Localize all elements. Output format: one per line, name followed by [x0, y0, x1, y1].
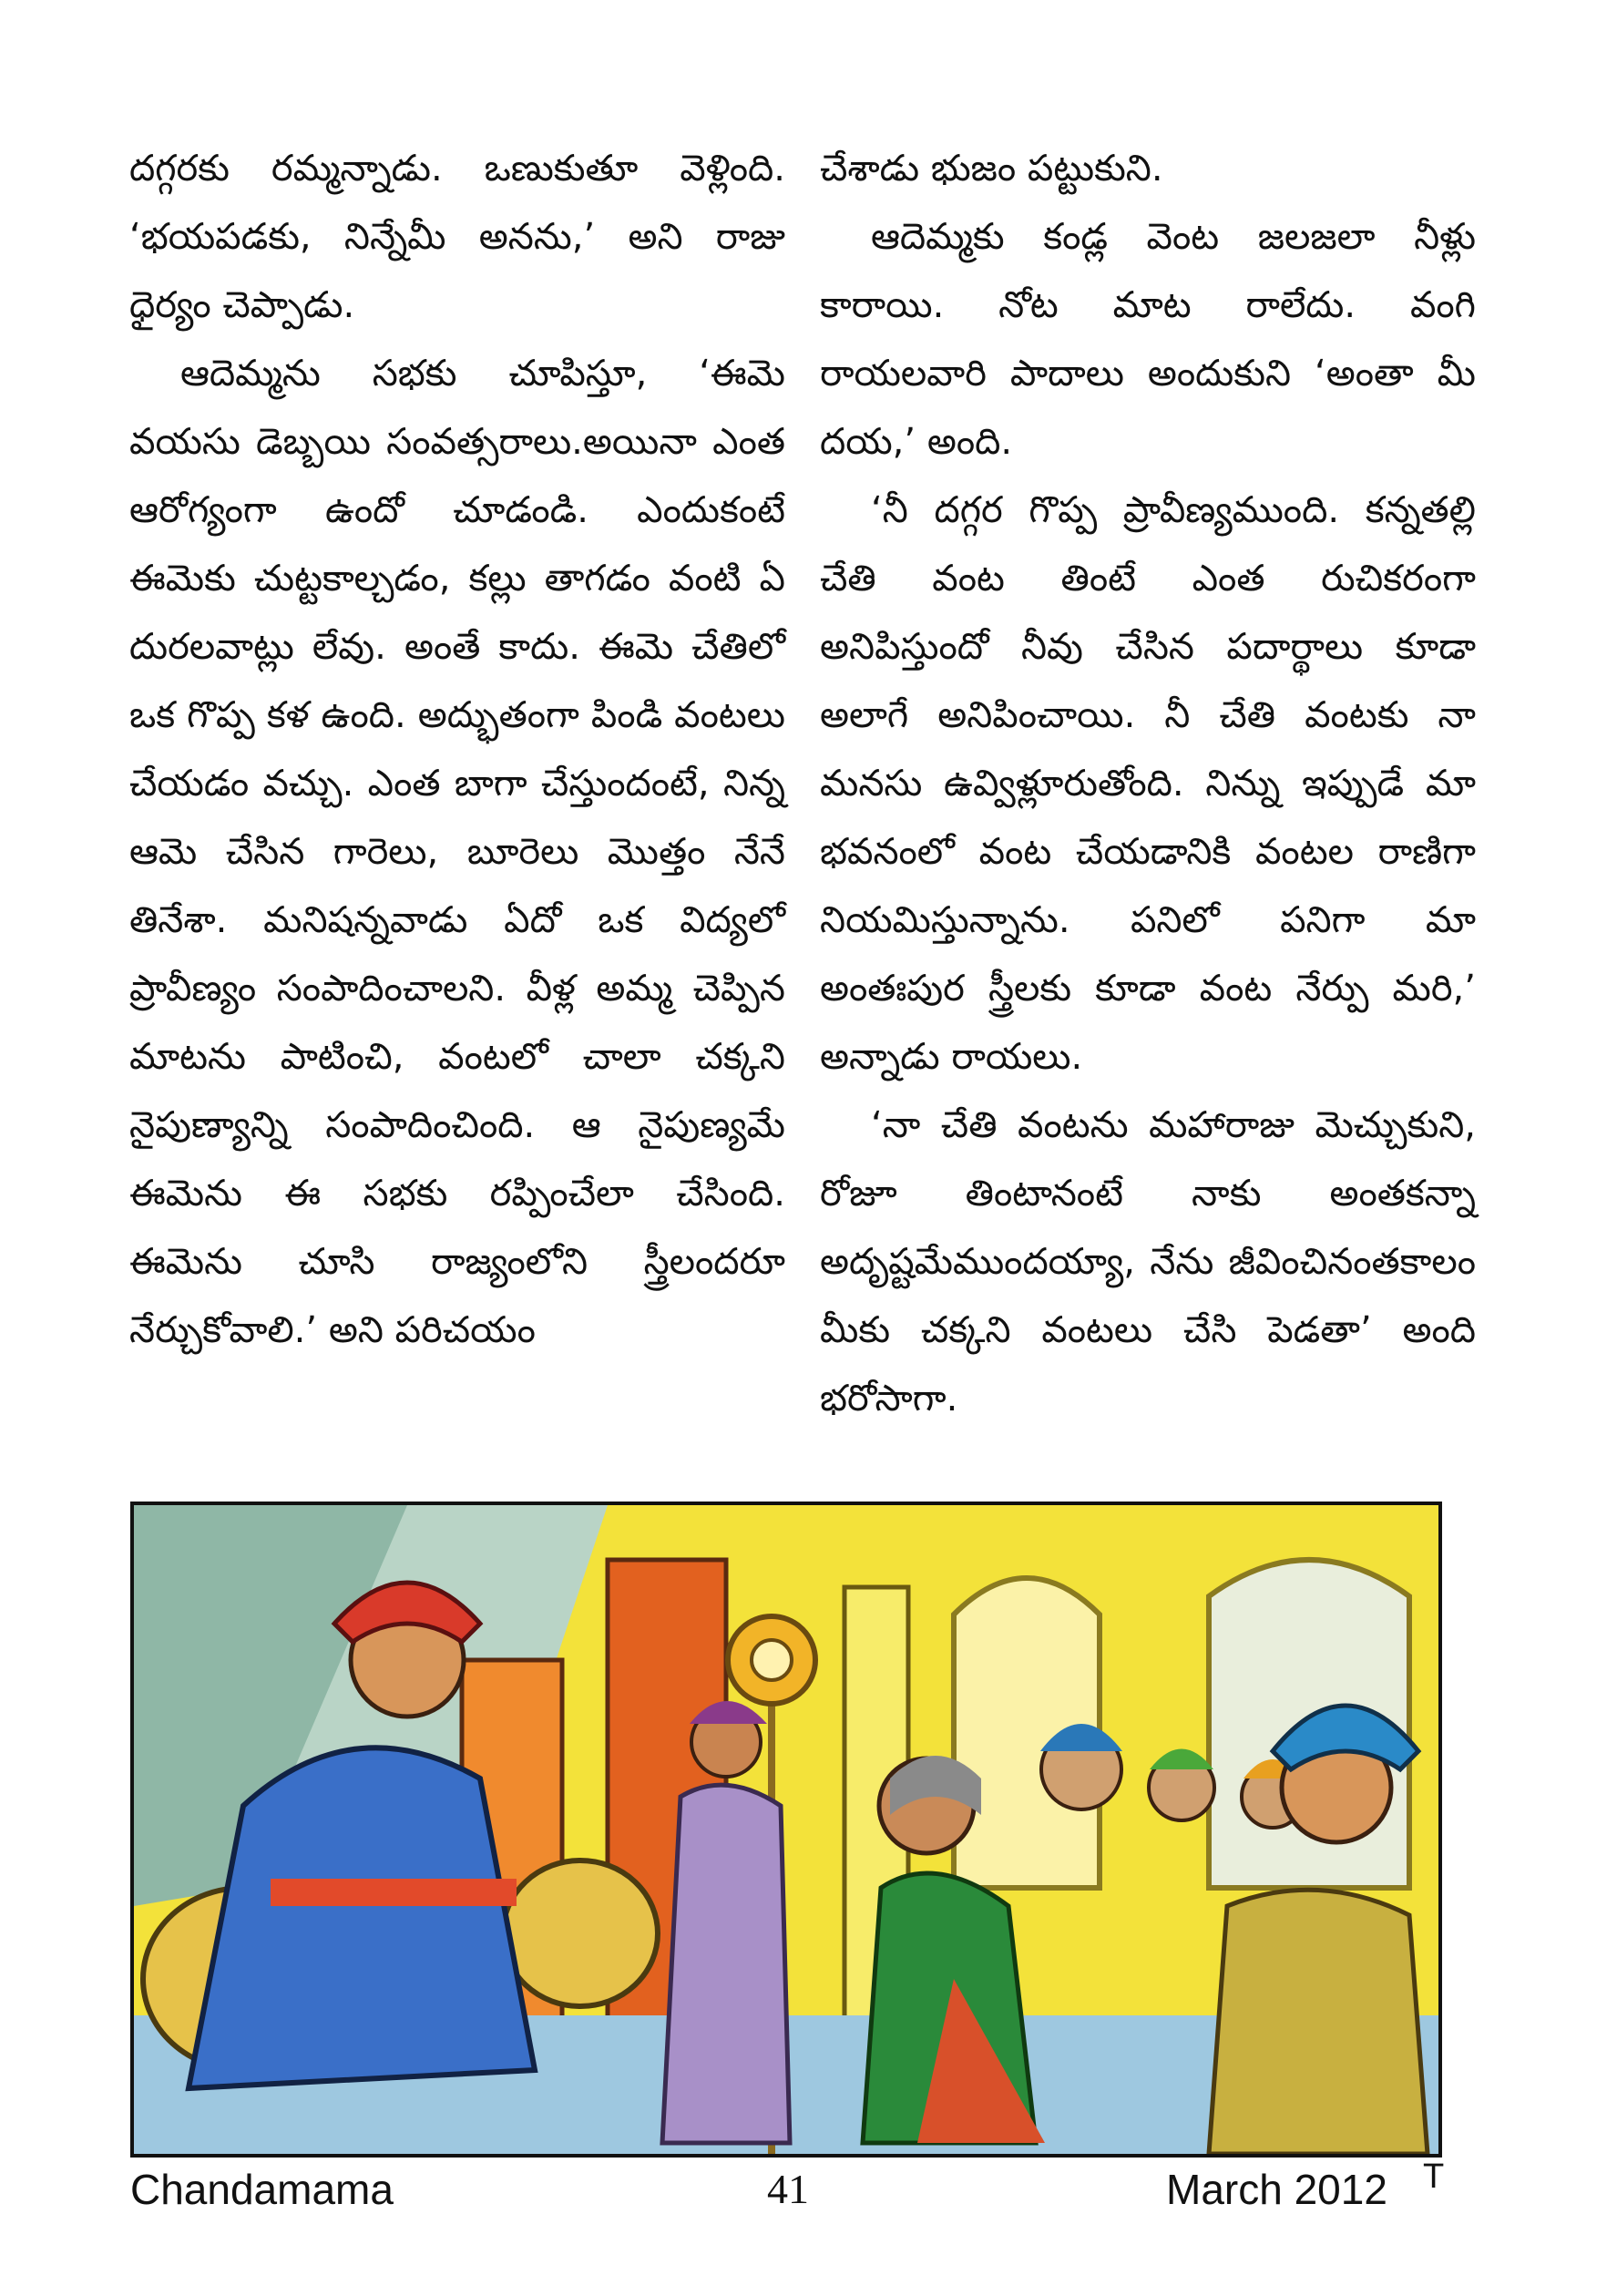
guard-robe: [662, 1785, 790, 2143]
right-text-column: [820, 135, 1476, 1433]
paragraph: దగ్గరకు రమ్మన్నాడు. ఒణుకుతూ వెళ్లింది. ‘భయపడకు, నిన్నేమీ అనను,’ అని రాజు ధైర్యం చెప్పాడు.: [129, 148, 785, 326]
paragraph: ‘నా చేతి వంటను మహారాజు మెచ్చుకుని, రోజూ తింటానంటే నాకు అంతకన్నా అదృష్టమేముందయ్యా, నేను జీవించినంతకాలం మీకు చక్కని వంటలు చేసి పెడతా’ అంది భరోసాగా.: [820, 1104, 1476, 1420]
king-sash: [271, 1879, 517, 1906]
paragraph: ఆదెమ్మకు కండ్ల వెంట జలజలా నీళ్లు కారాయి. నోట మాట రాలేదు. వంగి రాయలవారి పాదాలు అందుకుని ‘అంతా మీ దయ,’ అంది.: [820, 216, 1476, 463]
left-text-column: [129, 135, 785, 1365]
page-footer: [0, 2158, 1617, 2229]
magazine-name: Chandamama: [130, 2166, 394, 2213]
page-number: 41: [767, 2166, 809, 2212]
paragraph: ఆదెమ్మను సభకు చూపిస్తూ, ‘ఈమె వయసు డెబ్బయి సంవత్సరాలు.అయినా ఎంత ఆరోగ్యంగా ఉందో చూడండి. ఎందుకంటే ఈమెకు చుట్టకాల్చడం, కల్లు తాగడం వంటి ఏ దురలవాట్లు లేవు. అంతే కాదు. ఈమె చేతిలో ఒక గొప్ప కళ ఉంది. అద్భుతంగా పిండి వంటలు చేయడం వచ్చు. ఎంత బాగా చేస్తుందంటే, నిన్న ఆమె చేసిన గారెలు, బూరెలు మొత్తం నేనే తినేశా. మనిషన్నవాడు ఏదో ఒక విద్యలో ప్రావీణ్యం సంపాదించాలని. వీళ్ల అమ్మ చెప్పిన మాటను పాటించి, వంటలో చాలా చక్కని నైపుణ్యాన్ని సంపాదించింది. ఆ నైపుణ్యమే ఈమెను ఈ సభకు రప్పించేలా చేసింది. ఈమెను చూసి రాజ్యంలోని స్త్రీలందరూ నేర్చుకోవాలి.’ అని పరిచయం: [129, 353, 785, 1351]
print-mark: T: [1423, 2158, 1445, 2196]
minister-robe: [1209, 1890, 1428, 2154]
court-scene-drawing: [134, 1505, 1438, 2154]
paragraph: చేశాడు భుజం పట్టుకుని.: [820, 148, 1163, 190]
issue-date: March 2012: [1166, 2166, 1387, 2213]
paragraph: ‘నీ దగ్గర గొప్ప ప్రావీణ్యముంది. కన్నతల్లి చేతి వంట తింటే ఎంత రుచికరంగా అనిపిస్తుందో నీవు చేసిన పదార్థాలు కూడా అలాగే అనిపించాయి. నీ చేతి వంటకు నా మనసు ఉవ్విళ్లూరుతోంది. నిన్ను ఇప్పుడే మా భవనంలో వంట చేయడానికి వంటల రాణిగా నియమిస్తున్నాను. పనిలో పనిగా మా అంతఃపుర స్త్రీలకు కూడా వంట నేర్పు మరి,’ అన్నాడు రాయలు.: [820, 489, 1476, 1078]
lion-head-right: [503, 1860, 658, 2006]
story-illustration: [130, 1502, 1442, 2158]
